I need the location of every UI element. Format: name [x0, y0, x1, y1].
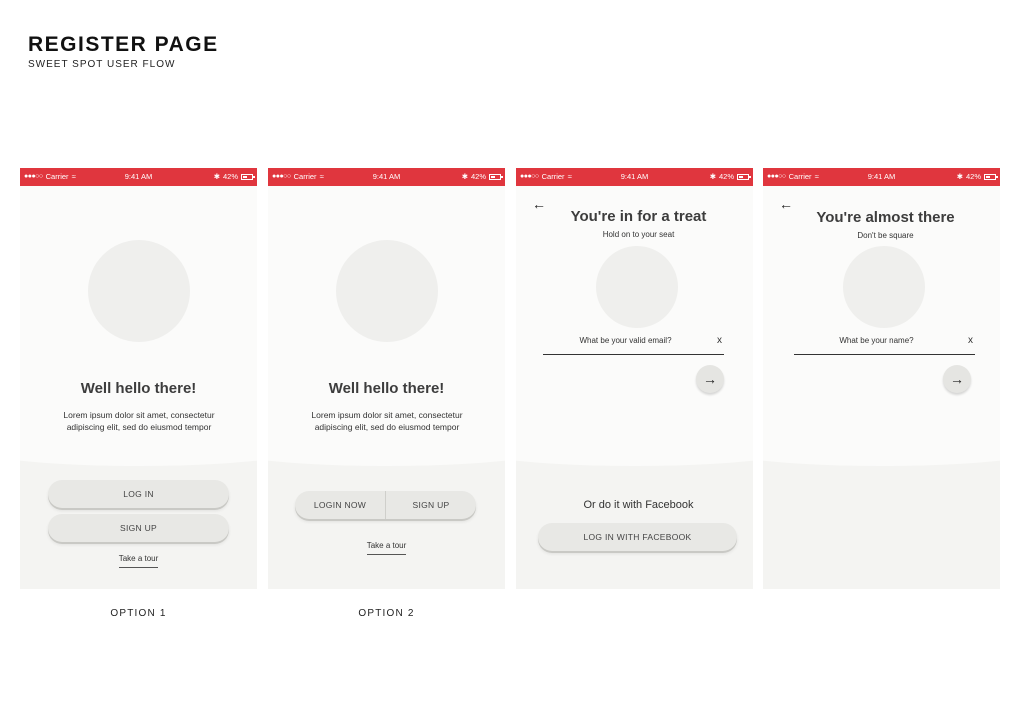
signup-button[interactable]: SIGN UP [412, 500, 450, 510]
login-now-button[interactable]: LOGIN NOW [313, 500, 367, 510]
signup-button[interactable]: SIGN UP [48, 514, 229, 542]
status-time: 9:41 AM [124, 172, 153, 181]
body-text: Lorem ipsum dolor sit amet, consectetur adipiscing elit, sed do eiusmod tempor [63, 410, 215, 432]
wifi-icon: ≈ [567, 172, 572, 181]
subheading: Hold on to your seat [602, 230, 675, 239]
take-a-tour-link[interactable] [20, 554, 257, 568]
option-1-caption: OPTION 1 [110, 608, 167, 619]
carrier-label: Carrier [293, 172, 317, 181]
headline: Well hello there! [328, 380, 445, 397]
clear-icon[interactable]: x [968, 335, 973, 346]
take-a-tour-link[interactable] [268, 541, 505, 555]
wifi-icon: ≈ [814, 172, 819, 181]
avatar-placeholder [596, 246, 678, 328]
battery-percent: 42% [470, 172, 486, 181]
headline: Well hello there! [80, 380, 197, 397]
signal-icon: ●●●○○ [767, 173, 786, 180]
next-arrow-button[interactable]: → [943, 365, 971, 393]
status-bar [763, 168, 1000, 186]
status-time: 9:41 AM [620, 172, 649, 181]
login-button[interactable]: LOG IN [48, 480, 229, 508]
take-a-tour-label: Take a tour [119, 554, 159, 568]
status-time: 9:41 AM [372, 172, 401, 181]
phone-screen-option-1 [20, 168, 257, 589]
name-field [794, 332, 975, 355]
take-a-tour-label: Take a tour [367, 541, 407, 555]
status-bar [516, 168, 753, 186]
facebook-login-button[interactable]: LOG IN WITH FACEBOOK [538, 523, 737, 551]
bluetooth-icon: ✱ [461, 172, 468, 181]
avatar-placeholder [88, 240, 190, 342]
facebook-prompt: Or do it with Facebook [583, 499, 694, 511]
auth-segmented-control [295, 491, 476, 519]
avatar-placeholder [843, 246, 925, 328]
battery-percent: 42% [718, 172, 734, 181]
status-time: 9:41 AM [867, 172, 896, 181]
phone-screen-option-2 [268, 168, 505, 589]
page-subtitle: SWEET SPOT USER FLOW [28, 59, 176, 70]
signal-icon: ●●●○○ [520, 173, 539, 180]
battery-icon [984, 174, 996, 180]
status-bar [20, 168, 257, 186]
carrier-label: Carrier [788, 172, 812, 181]
wifi-icon: ≈ [71, 172, 76, 181]
body-text: Lorem ipsum dolor sit amet, consectetur adipiscing elit, sed do eiusmod tempor [311, 410, 463, 432]
option-2-caption: OPTION 2 [358, 608, 415, 619]
status-bar [268, 168, 505, 186]
battery-icon [241, 174, 253, 180]
headline: You're in for a treat [570, 208, 707, 225]
email-field [543, 332, 724, 355]
bluetooth-icon: ✱ [956, 172, 963, 181]
battery-percent: 42% [222, 172, 238, 181]
signal-icon: ●●●○○ [272, 173, 291, 180]
bluetooth-icon: ✱ [709, 172, 716, 181]
subheading: Don't be square [857, 231, 914, 240]
next-arrow-button[interactable]: → [696, 365, 724, 393]
name-input[interactable] [794, 336, 959, 345]
headline: You're almost there [816, 209, 955, 226]
battery-icon [737, 174, 749, 180]
phone-screen-email [516, 168, 753, 589]
signal-icon: ●●●○○ [24, 173, 43, 180]
email-input[interactable] [543, 336, 708, 345]
clear-icon[interactable]: x [717, 335, 722, 346]
carrier-label: Carrier [541, 172, 565, 181]
carrier-label: Carrier [45, 172, 69, 181]
page-title: REGISTER PAGE [28, 33, 219, 56]
phone-screen-name [763, 168, 1000, 589]
back-arrow-icon[interactable]: ← [532, 196, 546, 212]
avatar-placeholder [336, 240, 438, 342]
battery-percent: 42% [965, 172, 981, 181]
wifi-icon: ≈ [319, 172, 324, 181]
back-arrow-icon[interactable]: ← [779, 196, 793, 212]
bluetooth-icon: ✱ [213, 172, 220, 181]
battery-icon [489, 174, 501, 180]
